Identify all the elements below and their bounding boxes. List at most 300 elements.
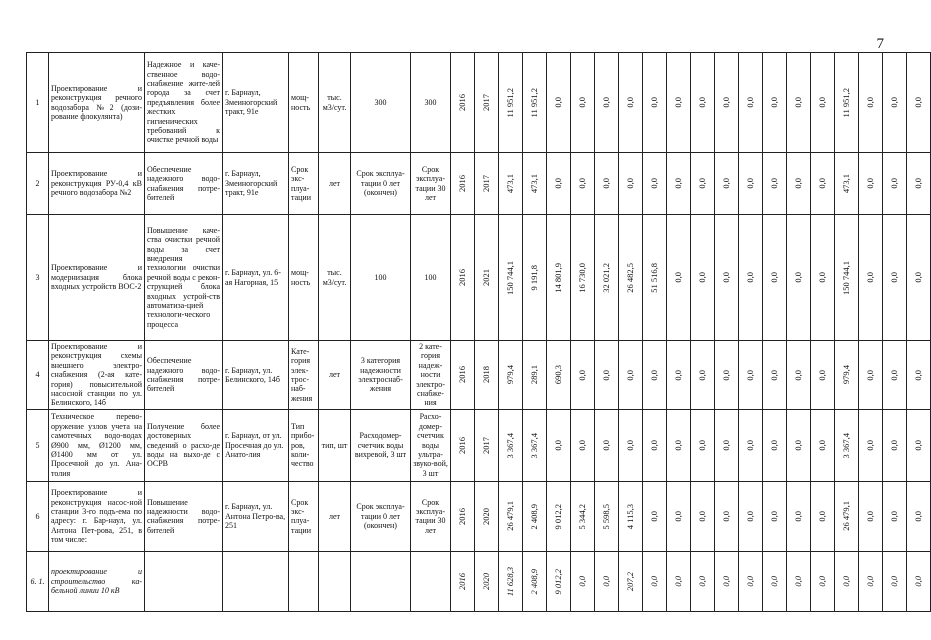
cell-base: Расходомер-счетчик воды вихревой, 3 шт <box>351 409 411 481</box>
cell-value <box>643 341 667 410</box>
cell-address: г. Барнаул, ул. 6-ая Нагорная, 15 <box>223 215 289 341</box>
cell-name: проектирование и строительство ка-бельной линии 10 кВ <box>49 551 145 611</box>
cell-value <box>523 551 547 611</box>
cell-address: г. Барнаул, Змеиногорский тракт, 91е <box>223 153 289 215</box>
cell-base: Срок эксплуа-тации 0 лет (окончен) <box>351 481 411 551</box>
cell-value <box>667 153 691 215</box>
cell-target: Срок эксплуа-тации 30 лет <box>411 481 451 551</box>
value-text: 0,0 <box>600 97 611 108</box>
cell-value <box>859 153 883 215</box>
cell-goal <box>145 551 223 611</box>
value-text: 0,0 <box>864 369 875 381</box>
cell-value <box>835 153 859 215</box>
value-text: 26 479,1 <box>840 501 851 532</box>
cell-value <box>907 215 931 341</box>
cell-value <box>523 53 547 153</box>
cell-target <box>411 551 451 611</box>
value-text: 0,0 <box>816 178 827 189</box>
value-text: 0,0 <box>792 511 803 522</box>
value-text: 0,0 <box>624 178 635 189</box>
table-row <box>27 341 931 410</box>
cell-value <box>739 409 763 481</box>
cell-value <box>475 409 499 481</box>
value-text: 0,0 <box>864 272 875 283</box>
cell-value <box>739 215 763 341</box>
cell-base: 100 <box>351 215 411 341</box>
cell-value <box>667 409 691 481</box>
value-text: 9 191,8 <box>528 264 539 291</box>
value-text: 0,0 <box>552 97 563 108</box>
cell-address <box>223 551 289 611</box>
cell-value <box>643 153 667 215</box>
value-text: 0,0 <box>624 369 635 381</box>
cell-value <box>811 341 835 410</box>
cell-value <box>667 53 691 153</box>
value-text: 0,0 <box>744 576 755 587</box>
value-text: 0,0 <box>744 272 755 283</box>
cell-value <box>547 153 571 215</box>
cell-value <box>883 153 907 215</box>
value-text: 16 730,0 <box>576 262 587 293</box>
value-text: 0,0 <box>816 369 827 381</box>
value-text: 0,0 <box>840 576 851 587</box>
cell-value <box>523 153 547 215</box>
value-text: 0,0 <box>888 576 899 587</box>
table-row <box>27 215 931 341</box>
value-text: 2021 <box>480 269 491 286</box>
table-row <box>27 481 931 551</box>
cell-value <box>571 53 595 153</box>
value-text: 0,0 <box>696 440 707 451</box>
cell-value <box>811 153 835 215</box>
value-text: 0,0 <box>816 511 827 522</box>
value-text: 2020 <box>480 572 491 590</box>
cell-value <box>643 551 667 611</box>
value-text: 0,0 <box>696 576 707 587</box>
cell-value <box>787 215 811 341</box>
cell-value <box>667 215 691 341</box>
value-text: 26 482,5 <box>624 262 635 293</box>
cell-value <box>619 481 643 551</box>
cell-target: Расхо-домер-счетчик воды ультра-звуко-вой, 3 шт <box>411 409 451 481</box>
cell-value <box>499 153 523 215</box>
cell-value <box>499 341 523 410</box>
cell-value <box>787 551 811 611</box>
value-text: 26 479,1 <box>504 501 515 532</box>
cell-name: Проектирование и реконструкция насос-ной станции 3-го подъ-ема по адресу: г. Бар-наул, ул. Антона Пет-рова, 251, в том числе: <box>49 481 145 551</box>
cell-num: 5 <box>27 409 49 481</box>
value-text: 0,0 <box>720 178 731 189</box>
cell-value <box>595 53 619 153</box>
cell-unit: тип, шт <box>319 409 351 481</box>
cell-value <box>475 551 499 611</box>
value-text: 289,1 <box>528 365 539 385</box>
cell-indicator: мощ-ность <box>289 53 319 153</box>
value-text: 0,0 <box>792 178 803 189</box>
value-text: 0,0 <box>912 369 923 381</box>
value-text: 0,0 <box>552 440 563 451</box>
value-text: 0,0 <box>696 272 707 283</box>
cell-value <box>835 215 859 341</box>
cell-value <box>571 341 595 410</box>
value-text: 0,0 <box>912 272 923 283</box>
value-text: 0,0 <box>720 440 731 451</box>
cell-base: 300 <box>351 53 411 153</box>
cell-value <box>691 481 715 551</box>
value-text: 473,1 <box>504 173 515 194</box>
cell-value <box>907 481 931 551</box>
value-text: 2018 <box>480 366 491 384</box>
value-text: 0,0 <box>768 440 779 451</box>
cell-value <box>451 341 475 410</box>
cell-value <box>811 53 835 153</box>
cell-value <box>571 215 595 341</box>
value-text: 0,0 <box>816 440 827 451</box>
value-text: 0,0 <box>744 511 755 522</box>
cell-base: Срок эксплуа-тации 0 лет (окончен) <box>351 153 411 215</box>
cell-indicator: мощ-ность <box>289 215 319 341</box>
value-text: 0,0 <box>600 576 611 587</box>
cell-value <box>643 53 667 153</box>
cell-value <box>619 215 643 341</box>
cell-value <box>859 481 883 551</box>
cell-unit: лет <box>319 481 351 551</box>
cell-value <box>739 153 763 215</box>
cell-value <box>787 341 811 410</box>
cell-value <box>499 409 523 481</box>
value-text: 0,0 <box>696 97 707 108</box>
cell-goal: Получение более достоверных сведений о расхо-де воды на выхо-де с ОСРВ <box>145 409 223 481</box>
value-text: 0,0 <box>600 178 611 189</box>
cell-value <box>451 551 475 611</box>
cell-value <box>907 341 931 410</box>
value-text: 0,0 <box>744 178 755 189</box>
cell-value <box>523 341 547 410</box>
cell-value <box>811 409 835 481</box>
cell-num: 3 <box>27 215 49 341</box>
value-text: 0,0 <box>768 511 779 522</box>
cell-num: 2 <box>27 153 49 215</box>
value-text: 0,0 <box>864 511 875 522</box>
value-text: 0,0 <box>672 369 683 381</box>
value-text: 11 951,2 <box>528 87 539 118</box>
cell-value <box>883 551 907 611</box>
cell-value <box>667 341 691 410</box>
value-text: 0,0 <box>696 369 707 381</box>
cell-value <box>835 551 859 611</box>
value-text: 0,0 <box>576 369 587 381</box>
value-text: 0,0 <box>600 369 611 381</box>
table-row <box>27 409 931 481</box>
cell-address: г. Барнаул, Змеиногорский тракт, 91е <box>223 53 289 153</box>
value-text: 9 012,2 <box>552 568 563 595</box>
cell-value <box>715 53 739 153</box>
value-text: 14 801,9 <box>552 262 563 293</box>
cell-value <box>883 409 907 481</box>
cell-value <box>715 551 739 611</box>
cell-value <box>739 551 763 611</box>
table-row <box>27 551 931 611</box>
cell-value <box>595 551 619 611</box>
cell-value <box>523 481 547 551</box>
value-text: 0,0 <box>648 440 659 451</box>
value-text: 0,0 <box>888 97 899 108</box>
cell-value <box>547 551 571 611</box>
cell-value <box>643 409 667 481</box>
value-text: 2016 <box>456 572 467 590</box>
cell-value <box>547 215 571 341</box>
cell-value <box>523 215 547 341</box>
value-text: 0,0 <box>864 576 875 587</box>
cell-value <box>907 153 931 215</box>
cell-value <box>451 215 475 341</box>
cell-value <box>907 409 931 481</box>
cell-value <box>619 153 643 215</box>
cell-value <box>715 481 739 551</box>
cell-unit: лет <box>319 153 351 215</box>
cell-value <box>451 153 475 215</box>
cell-name: Проектирование и реконструкция речного водозабора №2 (дози-рование флокулянта) <box>49 53 145 153</box>
cell-value <box>739 481 763 551</box>
value-text: 5 344,2 <box>576 503 587 530</box>
value-text: 0,0 <box>744 369 755 381</box>
value-text: 0,0 <box>816 576 827 587</box>
value-text: 0,0 <box>912 97 923 108</box>
cell-value <box>475 215 499 341</box>
value-text: 0,0 <box>648 511 659 522</box>
value-text: 11 628,3 <box>504 566 515 596</box>
cell-target: 100 <box>411 215 451 341</box>
value-text: 0,0 <box>744 440 755 451</box>
value-text: 0,0 <box>816 97 827 108</box>
value-text: 2016 <box>456 436 467 454</box>
cell-unit: лет <box>319 341 351 410</box>
cell-address: г. Барнаул, ул. Антона Петро-ва, 251 <box>223 481 289 551</box>
cell-value <box>571 551 595 611</box>
value-text: 4 115,3 <box>624 503 635 529</box>
cell-value <box>451 409 475 481</box>
value-text: 0,0 <box>648 97 659 108</box>
value-text: 0,0 <box>672 178 683 189</box>
value-text: 0,0 <box>888 440 899 451</box>
value-text: 979,4 <box>504 365 515 385</box>
cell-goal: Повышение каче-ства очистки речной воды за счет внедрения технологии очистки речной воды с рекон-струкцией блока входных устрой-ств автоматиза-цией технологи-ческого процесса <box>145 215 223 341</box>
value-text: 3 367,4 <box>504 432 515 459</box>
cell-value <box>571 409 595 481</box>
value-text: 0,0 <box>864 440 875 451</box>
value-text: 0,0 <box>792 576 803 587</box>
cell-value <box>475 153 499 215</box>
cell-value <box>835 341 859 410</box>
value-text: 0,0 <box>720 272 731 283</box>
cell-value <box>763 551 787 611</box>
cell-value <box>859 341 883 410</box>
cell-value <box>595 153 619 215</box>
value-text: 0,0 <box>648 178 659 189</box>
cell-value <box>451 53 475 153</box>
value-text: 0,0 <box>816 272 827 283</box>
cell-value <box>667 481 691 551</box>
cell-value <box>595 215 619 341</box>
value-text: 5 598,5 <box>600 503 611 530</box>
value-text: 0,0 <box>888 178 899 189</box>
value-text: 207,2 <box>624 571 635 591</box>
value-text: 2016 <box>456 94 467 111</box>
value-text: 2017 <box>480 94 491 111</box>
value-text: 0,0 <box>720 369 731 381</box>
cell-value <box>691 53 715 153</box>
cell-target: 2 кате-гория надеж-ности электро-снабже-ния <box>411 341 451 410</box>
cell-value <box>883 481 907 551</box>
investment-table <box>26 52 931 612</box>
cell-value <box>763 53 787 153</box>
value-text: 0,0 <box>792 369 803 381</box>
cell-value <box>499 215 523 341</box>
value-text: 51 516,8 <box>648 262 659 293</box>
value-text: 0,0 <box>576 440 587 451</box>
cell-value <box>691 551 715 611</box>
value-text: 0,0 <box>672 576 683 587</box>
cell-value <box>811 481 835 551</box>
value-text: 0,0 <box>864 97 875 108</box>
value-text: 473,1 <box>840 173 851 194</box>
value-text: 3 367,4 <box>528 432 539 459</box>
value-text: 0,0 <box>768 272 779 283</box>
value-text: 0,0 <box>768 97 779 108</box>
value-text: 0,0 <box>720 97 731 108</box>
value-text: 0,0 <box>648 369 659 381</box>
cell-value <box>883 53 907 153</box>
value-text: 0,0 <box>552 178 563 189</box>
value-text: 0,0 <box>696 178 707 189</box>
value-text: 0,0 <box>888 511 899 522</box>
cell-value <box>883 341 907 410</box>
value-text: 0,0 <box>768 369 779 381</box>
value-text: 0,0 <box>888 272 899 283</box>
cell-value <box>715 153 739 215</box>
cell-value <box>619 409 643 481</box>
cell-base: 3 категория надежности электроснаб-жения <box>351 341 411 410</box>
cell-value <box>691 153 715 215</box>
cell-value <box>859 551 883 611</box>
cell-value <box>451 481 475 551</box>
value-text: 0,0 <box>864 178 875 189</box>
cell-value <box>787 53 811 153</box>
cell-value <box>859 215 883 341</box>
cell-indicator: Срок экс-плуа-тации <box>289 481 319 551</box>
value-text: 9 012,2 <box>552 503 563 530</box>
value-text: 0,0 <box>696 511 707 522</box>
cell-num: 6 <box>27 481 49 551</box>
cell-indicator: Кате-гория элек-трос-наб-жения <box>289 341 319 410</box>
cell-value <box>763 409 787 481</box>
cell-value <box>811 551 835 611</box>
cell-value <box>811 215 835 341</box>
cell-value <box>547 341 571 410</box>
cell-unit: тыс. м3/сут. <box>319 215 351 341</box>
cell-value <box>475 341 499 410</box>
cell-name: Проектирование и модернизация блока входных устройств ВОС-2 <box>49 215 145 341</box>
cell-indicator: Срок экс-плуа-тации <box>289 153 319 215</box>
value-text: 150 744,1 <box>504 260 515 295</box>
cell-value <box>595 481 619 551</box>
cell-value <box>715 341 739 410</box>
value-text: 0,0 <box>888 369 899 381</box>
cell-value <box>619 53 643 153</box>
value-text: 0,0 <box>792 97 803 108</box>
value-text: 0,0 <box>624 440 635 451</box>
cell-value <box>835 481 859 551</box>
cell-goal: Надежное и каче-ственное водо-снабжение жите-лей города за счет предъявления более жестких гигиенических требований к очистке речной воды <box>145 53 223 153</box>
cell-value <box>763 153 787 215</box>
cell-unit <box>319 551 351 611</box>
cell-value <box>739 53 763 153</box>
value-text: 2020 <box>480 507 491 525</box>
cell-num: 6. 1. <box>27 551 49 611</box>
value-text: 0,0 <box>672 272 683 283</box>
value-text: 0,0 <box>912 440 923 451</box>
cell-address: г. Барнаул, ул. Белинского, 14б <box>223 341 289 410</box>
cell-value <box>523 409 547 481</box>
cell-value <box>595 409 619 481</box>
cell-value <box>499 481 523 551</box>
cell-num: 4 <box>27 341 49 410</box>
cell-value <box>715 409 739 481</box>
cell-target: 300 <box>411 53 451 153</box>
cell-value <box>691 409 715 481</box>
value-text: 2016 <box>456 366 467 384</box>
value-text: 0,0 <box>720 511 731 522</box>
value-text: 0,0 <box>624 97 635 108</box>
value-text: 0,0 <box>576 178 587 189</box>
cell-value <box>643 215 667 341</box>
cell-value <box>643 481 667 551</box>
cell-value <box>859 53 883 153</box>
cell-indicator: Тип прибо-ров, коли-чество <box>289 409 319 481</box>
value-text: 0,0 <box>744 97 755 108</box>
cell-value <box>547 481 571 551</box>
value-text: 11 951,2 <box>504 87 515 118</box>
cell-value <box>547 53 571 153</box>
value-text: 979,4 <box>840 365 851 385</box>
cell-value <box>571 481 595 551</box>
cell-value <box>571 153 595 215</box>
cell-value <box>787 481 811 551</box>
cell-value <box>787 153 811 215</box>
value-text: 0,0 <box>720 576 731 587</box>
cell-value <box>859 409 883 481</box>
cell-base <box>351 551 411 611</box>
value-text: 0,0 <box>792 440 803 451</box>
value-text: 0,0 <box>600 440 611 451</box>
value-text: 0,0 <box>768 178 779 189</box>
cell-num: 1 <box>27 53 49 153</box>
value-text: 2017 <box>480 436 491 454</box>
cell-value <box>715 215 739 341</box>
cell-value <box>691 341 715 410</box>
value-text: 0,0 <box>792 272 803 283</box>
cell-name: Техническое перево-оружение узлов учета на самотечных водо-водах Ø900 мм, Ø1200 мм, Ø1400 мм от ул. Просечной до ул. Ана-толия <box>49 409 145 481</box>
value-text: 150 744,1 <box>840 260 851 295</box>
cell-value <box>595 341 619 410</box>
value-text: 0,0 <box>576 97 587 108</box>
cell-goal: Повышение надежности водо-снабжения потре-бителей <box>145 481 223 551</box>
page-number: 7 <box>876 36 884 52</box>
cell-value <box>475 53 499 153</box>
value-text: 0,0 <box>912 576 923 587</box>
value-text: 473,1 <box>528 173 539 194</box>
cell-value <box>667 551 691 611</box>
